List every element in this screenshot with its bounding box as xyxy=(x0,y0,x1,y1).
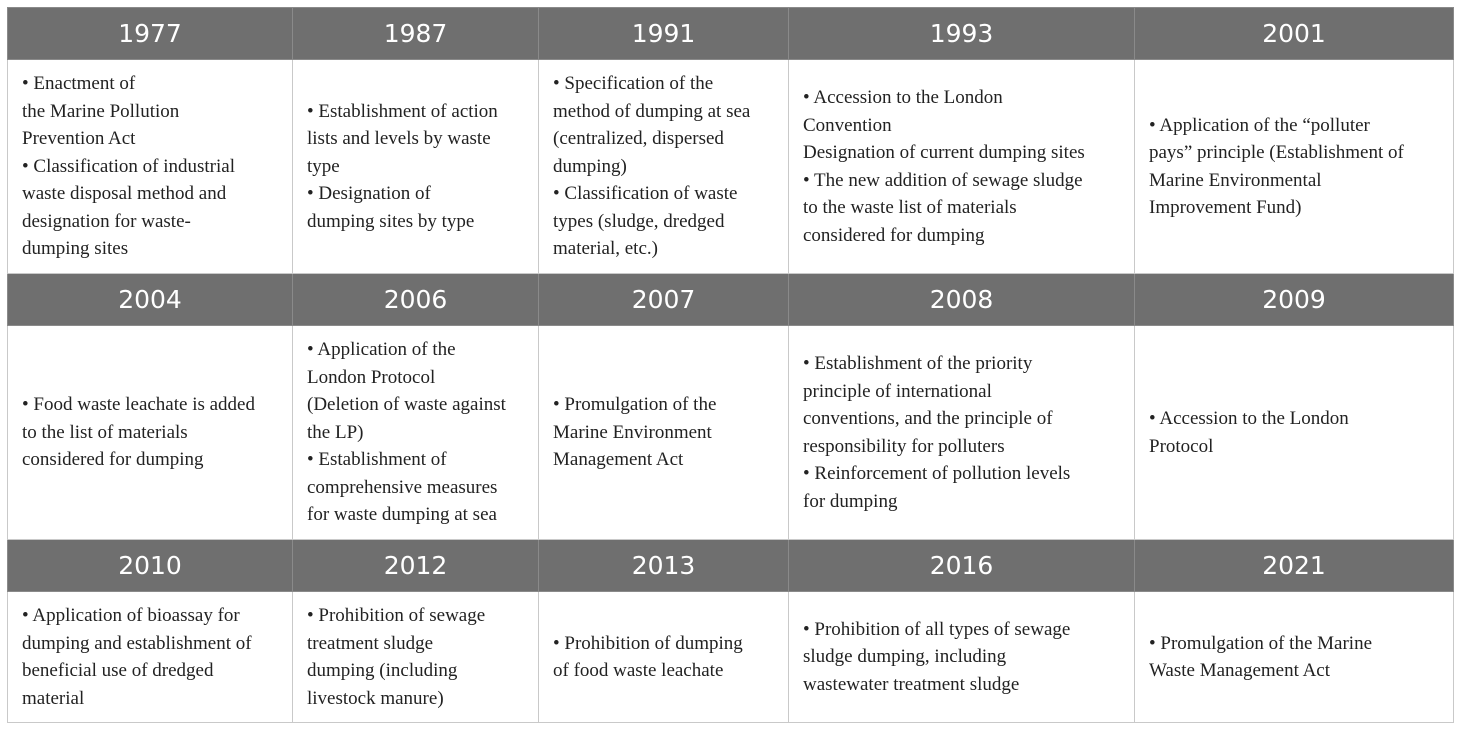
event-text-line: • Prohibition of dumping xyxy=(553,632,743,654)
event-text-line: • Designation of xyxy=(307,183,431,205)
event-text-line: • Specification of the xyxy=(553,73,714,95)
event-text-line: considered for dumping xyxy=(22,449,204,471)
event-text-line: • Reinforcement of pollution levels xyxy=(803,463,1071,484)
table-body xyxy=(8,8,1454,723)
event-cell xyxy=(293,60,539,274)
event-text-line: dumping sites by type xyxy=(307,210,475,232)
event-text-line: material, etc.) xyxy=(553,238,658,260)
event-text-line: Marine Environmental xyxy=(1149,169,1322,191)
event-cell xyxy=(293,592,539,723)
event-text-line: sludge dumping, including xyxy=(803,646,1007,668)
event-text-line: Designation of current dumping sites xyxy=(803,142,1085,163)
event-text-line: • Promulgation of the xyxy=(553,394,717,416)
event-content-row xyxy=(8,592,1454,723)
event-text-line: Marine Environment xyxy=(553,421,712,443)
year-header: 2006 xyxy=(293,274,539,326)
event-text-line: pays” principle (Establishment of xyxy=(1149,142,1404,163)
event-cell xyxy=(789,60,1135,274)
event-text-line: types (sludge, dredged xyxy=(553,210,725,232)
event-text-line: to the waste list of materials xyxy=(803,197,1017,218)
event-text-line: treatment sludge xyxy=(307,632,434,654)
event-text-line: • Classification of industrial xyxy=(22,155,235,177)
event-text-line: • Application of the “polluter xyxy=(1149,114,1370,136)
event-text-line: London Protocol xyxy=(307,366,436,388)
event-text-line: for waste dumping at sea xyxy=(307,504,497,526)
event-cell xyxy=(293,326,539,540)
year-header: 2021 xyxy=(1135,540,1454,592)
event-text-line: • Enactment of xyxy=(22,73,136,95)
event-text-line: Waste Management Act xyxy=(1149,660,1331,681)
year-header: 1993 xyxy=(789,8,1135,60)
event-text-line: to the list of materials xyxy=(22,421,188,443)
event-text-line: • Application of bioassay for xyxy=(22,605,240,626)
year-header: 2008 xyxy=(789,274,1135,326)
event-text-line: wastewater treatment sludge xyxy=(803,673,1020,695)
event-content-row xyxy=(8,60,1454,274)
event-text-line: the LP) xyxy=(307,421,364,443)
event-text-line: (centralized, dispersed xyxy=(553,128,724,150)
event-text-line: • Promulgation of the Marine xyxy=(1149,632,1372,654)
event-text-line: waste disposal method and xyxy=(22,183,227,205)
event-text-line: • Prohibition of sewage xyxy=(307,605,486,626)
timeline-table xyxy=(7,7,1454,723)
event-cell xyxy=(539,592,789,723)
event-text-line: method of dumping at sea xyxy=(553,100,751,122)
year-header-row xyxy=(8,274,1454,326)
event-text-line: Prevention Act xyxy=(22,128,136,150)
year-header: 1991 xyxy=(539,8,789,60)
event-cell xyxy=(1135,60,1454,274)
year-header: 1987 xyxy=(293,8,539,60)
event-text-line: livestock manure) xyxy=(307,687,444,709)
event-text-line: • The new addition of sewage sludge xyxy=(803,169,1083,191)
event-cell xyxy=(789,326,1135,540)
event-text-line: lists and levels by waste xyxy=(307,128,491,150)
event-text-line: designation for waste- xyxy=(22,210,191,232)
event-text-line: • Food waste leachate is added xyxy=(22,394,255,416)
year-header: 2001 xyxy=(1135,8,1454,60)
event-text-line: comprehensive measures xyxy=(307,476,498,498)
year-header: 1977 xyxy=(8,8,293,60)
event-text-line: dumping and establishment of xyxy=(22,632,252,654)
event-text-line: • Establishment of action xyxy=(307,100,498,122)
event-text-line: of food waste leachate xyxy=(553,660,724,681)
event-text-line: dumping sites xyxy=(22,238,129,260)
event-text-line: • Classification of waste xyxy=(553,183,738,205)
year-header: 2016 xyxy=(789,540,1135,592)
event-text-line: the Marine Pollution xyxy=(22,100,180,122)
event-text-line: conventions, and the principle of xyxy=(803,408,1053,429)
year-header: 2007 xyxy=(539,274,789,326)
event-cell xyxy=(1135,326,1454,540)
event-cell xyxy=(8,592,293,723)
event-text-line: principle of international xyxy=(803,380,992,402)
event-text-line: type xyxy=(307,155,340,177)
event-cell xyxy=(539,60,789,274)
year-header: 2009 xyxy=(1135,274,1454,326)
year-header: 2013 xyxy=(539,540,789,592)
event-content-row xyxy=(8,326,1454,540)
event-text-line: beneficial use of dredged xyxy=(22,660,214,681)
year-header-row xyxy=(8,540,1454,592)
event-text-line: • Establishment of xyxy=(307,449,447,471)
event-text-line: responsibility for polluters xyxy=(803,435,1005,457)
event-text-line: Improvement Fund) xyxy=(1149,197,1302,218)
event-text-line: • Application of the xyxy=(307,339,456,361)
event-text-line: • Accession to the London xyxy=(1149,408,1349,429)
year-header-row xyxy=(8,8,1454,60)
event-text-line: Protocol xyxy=(1149,435,1214,457)
event-text-line: Convention xyxy=(803,114,892,136)
event-text-line: considered for dumping xyxy=(803,224,985,246)
event-text-line: Management Act xyxy=(553,449,684,471)
year-header: 2012 xyxy=(293,540,539,592)
event-text-line: dumping) xyxy=(553,155,627,177)
year-header: 2004 xyxy=(8,274,293,326)
event-text-line: dumping (including xyxy=(307,660,458,681)
event-text-line: • Prohibition of all types of sewage xyxy=(803,618,1071,640)
event-text-line: • Establishment of the priority xyxy=(803,353,1033,374)
event-cell xyxy=(789,592,1135,723)
event-cell xyxy=(8,60,293,274)
event-text-line: • Accession to the London xyxy=(803,87,1003,108)
event-cell xyxy=(1135,592,1454,723)
year-header: 2010 xyxy=(8,540,293,592)
event-cell xyxy=(539,326,789,540)
event-text-line: material xyxy=(22,687,85,709)
event-text-line: (Deletion of waste against xyxy=(307,394,506,416)
event-cell xyxy=(8,326,293,540)
event-text-line: for dumping xyxy=(803,490,898,512)
